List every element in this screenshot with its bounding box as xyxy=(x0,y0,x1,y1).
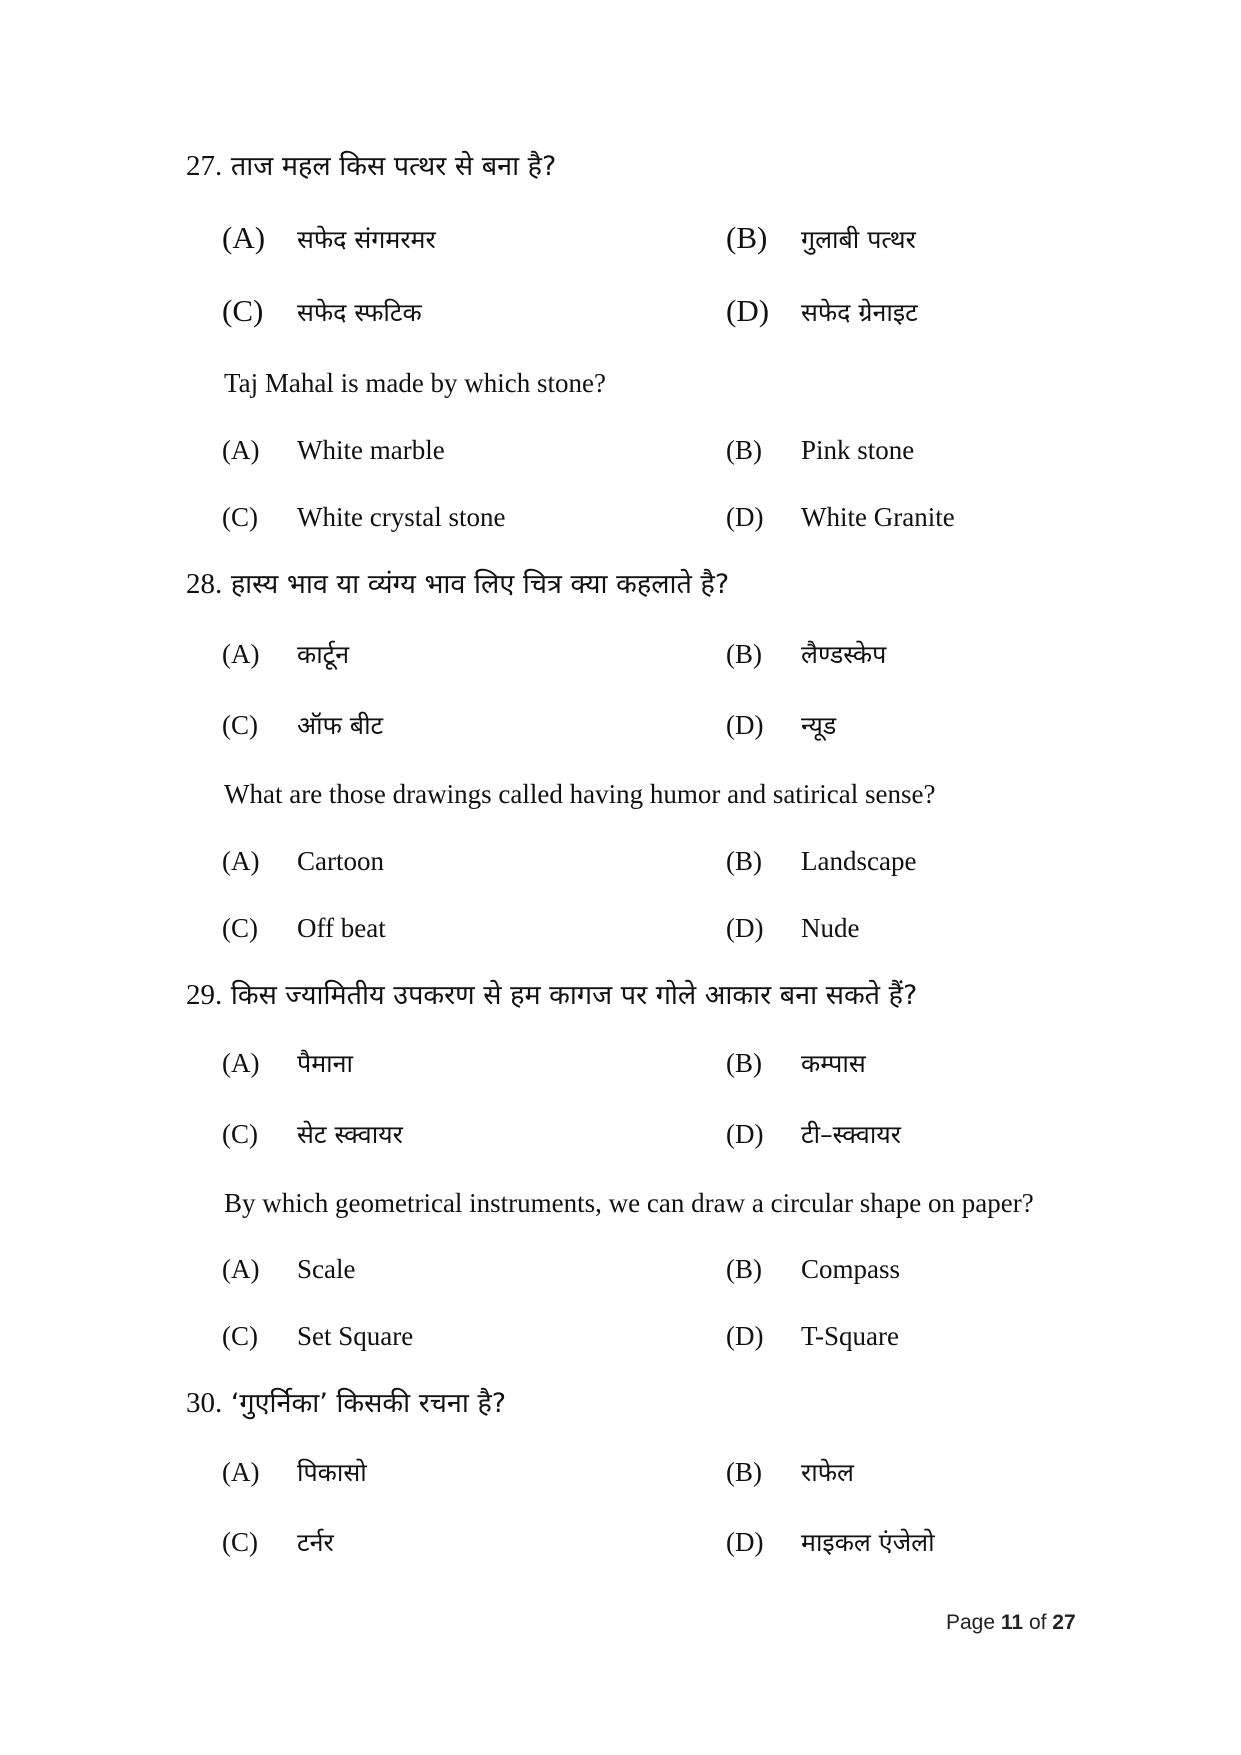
option-b: (B) Pink stone xyxy=(726,435,915,465)
option-b: (B) राफेल xyxy=(726,1457,854,1487)
option-d: (D) T-Square xyxy=(726,1321,899,1351)
option-a: (A) कार्टून xyxy=(222,639,350,669)
option-c: (C) Off beat xyxy=(222,913,386,943)
question-text: ‘गुएर्निका’ किसकी रचना है? xyxy=(230,1388,507,1419)
option-d: (D) Nude xyxy=(726,913,860,943)
question-30-hindi xyxy=(186,1385,506,1422)
option-c: (C) सेट स्क्वायर xyxy=(222,1119,403,1149)
question-number: 29. xyxy=(186,979,223,1011)
option-c: (C) टर्नर xyxy=(222,1527,334,1557)
option-c: (C) White crystal stone xyxy=(222,502,506,532)
option-c: (C) ऑफ बीट xyxy=(222,710,384,740)
option-d: (D) न्यूड xyxy=(726,710,837,740)
current-page-number: 11 xyxy=(1000,1611,1024,1634)
question-text: हास्य भाव या व्यंग्य भाव लिए चित्र क्या कहलाते है? xyxy=(230,569,730,600)
option-c: (C) Set Square xyxy=(222,1321,414,1351)
option-d: (D) White Granite xyxy=(726,502,955,532)
question-28-english: What are those drawings called having humor and satirical sense? xyxy=(224,779,936,809)
option-b: (B) कम्पास xyxy=(726,1048,866,1078)
page-word: Page xyxy=(946,1611,996,1634)
option-d: (D) टी–स्क्वायर xyxy=(726,1119,902,1149)
option-b: (B) गुलाबी पत्थर xyxy=(726,220,916,255)
option-a: (A) पिकासो xyxy=(222,1457,367,1487)
total-page-number: 27 xyxy=(1052,1611,1076,1634)
option-a: (A) Scale xyxy=(222,1254,356,1284)
question-text: ताज महल किस पत्थर से बना है? xyxy=(230,151,557,182)
option-d: (D) माइकल एंजेलो xyxy=(726,1527,935,1557)
question-number: 30. xyxy=(186,1387,223,1419)
option-d: (D) सफेद ग्रेनाइट xyxy=(726,293,918,328)
question-number: 28. xyxy=(186,568,223,600)
page-number-footer xyxy=(946,1611,1076,1635)
option-c: (C) सफेद स्फटिक xyxy=(222,293,422,328)
question-27-english: Taj Mahal is made by which stone? xyxy=(224,368,607,398)
question-number: 27. xyxy=(186,150,223,182)
option-b: (B) Landscape xyxy=(726,846,917,876)
option-b: (B) Compass xyxy=(726,1254,901,1284)
question-28-hindi xyxy=(186,566,729,603)
option-a: (A) सफेद संगमरमर xyxy=(222,220,436,255)
option-a: (A) White marble xyxy=(222,435,445,465)
of-word: of xyxy=(1028,1611,1047,1634)
question-29-english: By which geometrical instruments, we can draw a circular shape on paper? xyxy=(224,1188,1034,1218)
question-29-hindi xyxy=(186,977,917,1014)
option-b: (B) लैण्डस्केप xyxy=(726,639,887,669)
question-27-hindi xyxy=(186,148,556,185)
option-a: (A) पैमाना xyxy=(222,1048,353,1078)
question-text: किस ज्यामितीय उपकरण से हम कागज पर गोले आकार बना सकते हैं? xyxy=(230,980,918,1011)
option-a: (A) Cartoon xyxy=(222,846,384,876)
